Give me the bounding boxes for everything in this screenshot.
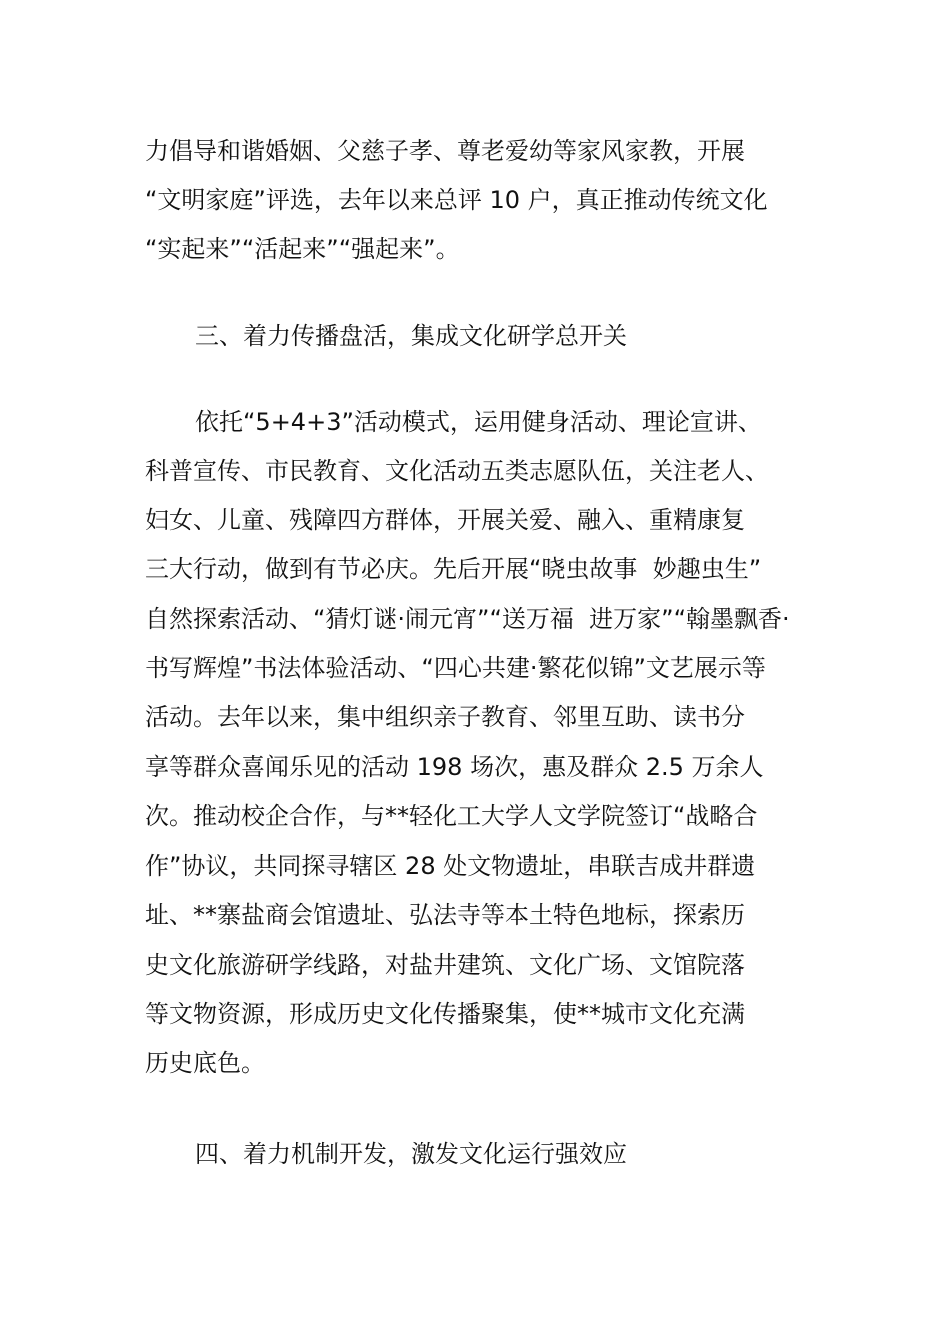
paragraph-line: 史文化旅游研学线路，对盐井建筑、文化广场、文馆院落: [145, 951, 745, 979]
paragraph-line: 妇女、儿童、残障四方群体，开展关爱、融入、重精康复: [145, 506, 745, 534]
paragraph-line: 址、**寨盐商会馆遗址、弘法寺等本土特色地标，探索历: [145, 901, 745, 929]
paragraph-line: “文明家庭”评选，去年以来总评 10 户，真正推动传统文化: [145, 186, 768, 214]
paragraph-line: 活动。去年以来，集中组织亲子教育、邻里互助、读书分: [145, 703, 745, 731]
paragraph-line: 等文物资源，形成历史文化传播聚集，使**城市文化充满: [145, 1000, 745, 1028]
paragraph-line: 历史底色。: [145, 1049, 265, 1077]
paragraph-line: 享等群众喜闻乐见的活动 198 场次，惠及群众 2.5 万余人: [145, 753, 764, 781]
paragraph-line: 书写辉煌”书法体验活动、“四心共建·繁花似锦”文艺展示等: [145, 654, 766, 682]
paragraph-line: 科普宣传、市民教育、文化活动五类志愿队伍，关注老人、: [145, 457, 769, 485]
paragraph-line: 依托“5+4+3”活动模式，运用健身活动、理论宣讲、: [195, 408, 762, 436]
paragraph-line: 作”协议，共同探寻辖区 28 处文物遗址，串联吉成井群遗: [145, 852, 756, 880]
paragraph-line: 自然探索活动、“猜灯谜·闹元宵”“送万福 进万家”“翰墨飘香·: [145, 605, 790, 633]
section-heading: 四、着力机制开发，激发文化运行强效应: [195, 1140, 627, 1168]
paragraph-line: “实起来”“活起来”“强起来”。: [145, 235, 460, 263]
paragraph-line: 力倡导和谐婚姻、父慈子孝、尊老爱幼等家风家教，开展: [145, 137, 745, 165]
section-heading: 三、着力传播盘活，集成文化研学总开关: [195, 322, 627, 350]
paragraph-line: 三大行动，做到有节必庆。先后开展“晓虫故事 妙趣虫生”: [145, 555, 762, 583]
paragraph-line: 次。推动校企合作，与**轻化工大学人文学院签订“战略合: [145, 802, 758, 830]
